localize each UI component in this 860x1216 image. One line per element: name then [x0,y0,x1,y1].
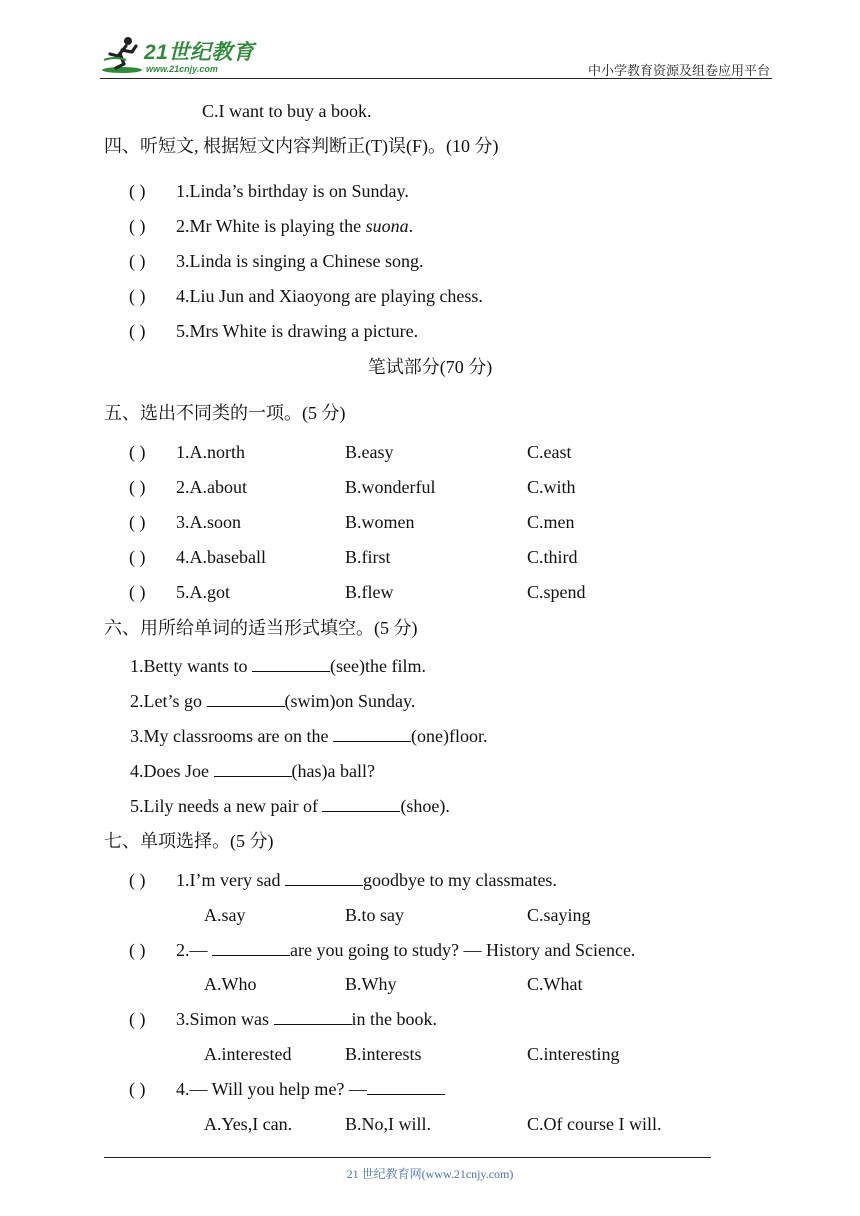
fill-blank[interactable] [252,655,330,672]
header-divider [100,78,772,79]
fill-blank[interactable] [322,795,400,812]
fill-blank[interactable] [367,1078,445,1095]
s4-item-2 [176,215,413,237]
s5-item-2-c: C.with [527,477,576,497]
s7-item-4-pre: 4.— Will you help me? — [176,1079,367,1099]
page-header [0,0,860,80]
answer-paren: ( ) [129,442,146,462]
s6-item-1 [130,655,426,677]
s5-item-2-b: B.wonderful [345,477,436,497]
written-part-title: 笔试部分(70 分) [367,357,493,377]
logo-text: 21世纪教育 [144,41,255,64]
s4-item-2-end: . [408,216,414,236]
s7-item-3-post: in the book. [351,1009,438,1029]
fill-blank[interactable] [214,760,292,777]
s5-item-1-b: B.easy [345,442,394,462]
s4-item-2-italic: suona [365,216,409,236]
s5-item-3-b: B.women [345,512,415,532]
s6-item-2-post: (swim)on Sunday. [284,691,416,711]
answer-paren: ( ) [129,251,146,271]
s6-item-1-pre: 1.Betty wants to [130,656,252,676]
s6-item-1-post: (see)the film. [330,656,426,676]
s5-item-5-b: B.flew [345,582,394,602]
s7-item-3-c: C.interesting [527,1044,620,1064]
s7-item-2-post: are you going to study? — History and Science. [290,940,636,960]
s5-item-5-a: 5.A.got [176,582,230,602]
s7-item-2 [176,939,635,961]
s7-item-1 [176,869,557,891]
s6-item-4-post: (has)a ball? [291,761,375,781]
s6-item-5 [130,795,450,817]
s7-item-3-a: A.interested [204,1044,292,1064]
fill-blank[interactable] [207,690,285,707]
footer-divider [104,1157,711,1158]
section-6-title: 六、用所给单词的适当形式填空。(5 分) [104,618,418,638]
s4-item-3: 3.Linda is singing a Chinese song. [176,251,424,271]
s7-item-3-pre: 3.Simon was [176,1009,274,1029]
section-4-title: 四、听短文, 根据短文内容判断正(T)误(F)。(10 分) [104,136,499,156]
s7-item-4 [176,1078,445,1100]
section-5-title: 五、选出不同类的一项。(5 分) [104,403,346,423]
answer-paren: ( ) [129,216,146,236]
s6-item-3 [130,725,487,747]
s7-item-2-b: B.Why [345,974,397,994]
answer-paren: ( ) [129,1009,146,1029]
answer-paren: ( ) [129,512,146,532]
runner-logo-icon [100,34,144,74]
fill-blank[interactable] [285,869,363,886]
s6-item-4-pre: 4.Does Joe [130,761,214,781]
s7-item-1-a: A.say [204,905,246,925]
s6-item-5-post: (shoe). [400,796,450,816]
lead-option: C.I want to buy a book. [202,101,372,121]
s5-item-2-a: 2.A.about [176,477,247,497]
s7-item-1-pre: 1.I’m very sad [176,870,285,890]
logo-url: www.21cnjy.com [146,64,218,74]
s6-item-2-pre: 2.Let’s go [130,691,207,711]
s7-item-2-c: C.What [527,974,583,994]
s7-item-2-pre: 2.— [176,940,212,960]
section-7-title: 七、单项选择。(5 分) [104,831,274,851]
answer-paren: ( ) [129,181,146,201]
answer-paren: ( ) [129,870,146,890]
answer-paren: ( ) [129,477,146,497]
s4-item-2-text: 2.Mr White is playing the [176,216,366,236]
s6-item-5-pre: 5.Lily needs a new pair of [130,796,323,816]
fill-blank[interactable] [333,725,411,742]
s7-item-4-b: B.No,I will. [345,1114,432,1134]
s4-item-1: 1.Linda’s birthday is on Sunday. [176,181,409,201]
logo [100,34,260,78]
answer-paren: ( ) [129,1079,146,1099]
answer-paren: ( ) [129,582,146,602]
s4-item-4: 4.Liu Jun and Xiaoyong are playing chess. [176,286,483,306]
s6-item-3-pre: 3.My classrooms are on the [130,726,333,746]
s5-item-3-a: 3.A.soon [176,512,242,532]
s5-item-4-b: B.first [345,547,391,567]
s5-item-3-c: C.men [527,512,575,532]
s7-item-3 [176,1008,437,1030]
s7-item-1-post: goodbye to my classmates. [362,870,557,890]
s4-item-5: 5.Mrs White is drawing a picture. [176,321,419,341]
platform-tagline: 中小学教育资源及组卷应用平台 [587,63,770,78]
s6-item-4 [130,760,375,782]
s7-item-2-a: A.Who [204,974,257,994]
s5-item-4-c: C.third [527,547,578,567]
s7-item-1-b: B.to say [345,905,405,925]
answer-paren: ( ) [129,286,146,306]
s5-item-1-a: 1.A.north [176,442,245,462]
s7-item-4-a: A.Yes,I can. [204,1114,293,1134]
fill-blank[interactable] [274,1008,352,1025]
answer-paren: ( ) [129,940,146,960]
s5-item-1-c: C.east [527,442,572,462]
s7-item-3-b: B.interests [345,1044,422,1064]
s7-item-4-c: C.Of course I will. [527,1114,662,1134]
s7-item-1-c: C.saying [527,905,591,925]
answer-paren: ( ) [129,547,146,567]
fill-blank[interactable] [212,939,290,956]
s5-item-5-c: C.spend [527,582,586,602]
footer-text: 21 世纪教育网(www.21cnjy.com) [346,1167,514,1181]
answer-paren: ( ) [129,321,146,341]
s5-item-4-a: 4.A.baseball [176,547,266,567]
s6-item-2 [130,690,415,712]
s6-item-3-post: (one)floor. [410,726,488,746]
